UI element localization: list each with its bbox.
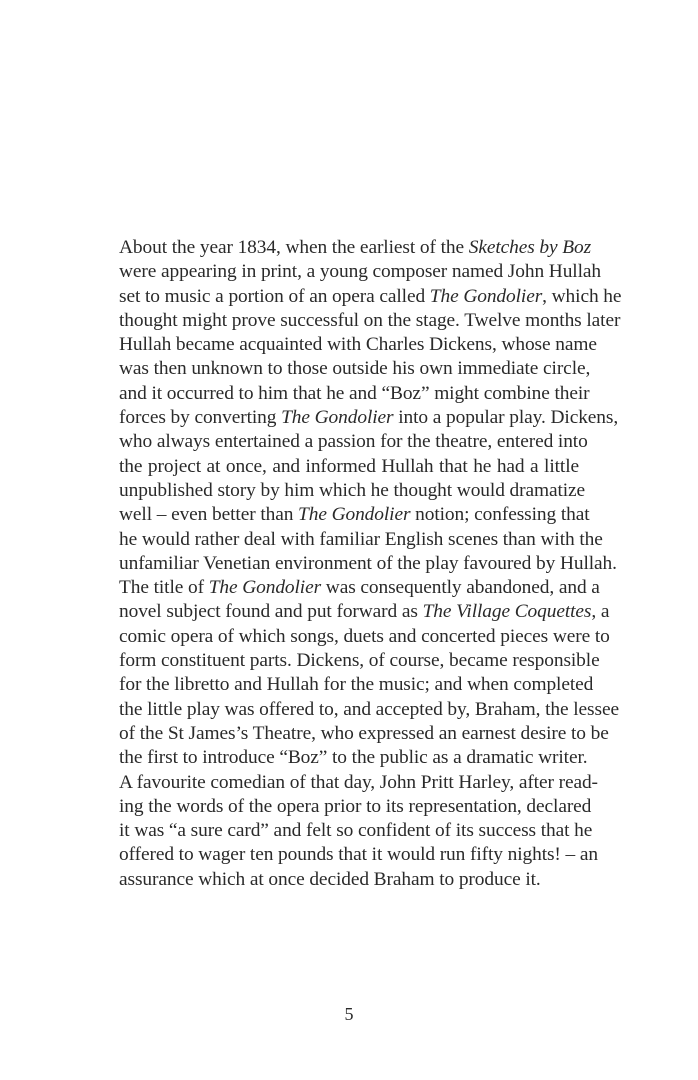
page-number: 5	[344, 1004, 354, 1024]
text-run: set to music a portion of an opera called	[119, 285, 430, 307]
text-run: was then unknown to those outside his own immediate circle,	[119, 358, 591, 380]
italic-title: The Village Coquettes	[422, 601, 592, 623]
text-line	[119, 746, 588, 770]
text-line	[119, 576, 600, 600]
text-line	[119, 722, 609, 746]
text-run: unfamiliar Venetian environment of the play favoured by Hullah.	[119, 552, 617, 574]
text-run: into a popular play. Dickens,	[393, 407, 619, 429]
text-run: A favourite comedian of that day, John Pritt Harley, after read-	[119, 771, 598, 793]
text-run: , which he	[542, 285, 622, 307]
text-run: assurance which at once decided Braham to produce it.	[119, 868, 541, 890]
text-run: well – even better than	[119, 504, 299, 526]
text-run: forces by converting	[119, 407, 282, 429]
text-line	[119, 771, 598, 795]
text-run: of the St James’s Theatre, who expressed an earnest desire to be	[119, 722, 609, 744]
text-line	[119, 260, 601, 284]
text-run: was consequently abandoned, and a	[321, 577, 600, 599]
text-line	[119, 843, 598, 867]
text-line	[119, 673, 594, 697]
italic-title: The Gondolier	[281, 407, 394, 429]
text-run: Hullah became acquainted with Charles Dickens, whose name	[119, 334, 597, 356]
text-line	[119, 698, 619, 722]
text-line	[119, 455, 579, 479]
text-run: The title of	[119, 577, 209, 599]
text-line	[119, 357, 591, 381]
text-run: who always entertained a passion for the theatre, entered into	[119, 431, 588, 453]
text-line	[119, 430, 588, 454]
text-line	[119, 795, 592, 819]
text-run: About the year 1834, when the earliest of the	[119, 237, 469, 258]
text-line	[119, 479, 586, 503]
text-run: ing the words of the opera prior to its representation, declared	[119, 795, 592, 817]
text-line	[119, 528, 603, 552]
italic-title: The Gondolier	[429, 285, 543, 307]
text-run: it was “a sure card” and felt so confident of its success that he	[119, 820, 593, 842]
body-paragraph	[119, 236, 622, 892]
text-run: notion; confessing that	[410, 504, 590, 526]
text-run: and it occurred to him that he and “Boz” might combine their	[119, 382, 590, 404]
text-run: comic opera of which songs, duets and concerted pieces were to	[119, 625, 610, 647]
text-run: unpublished story by him which he thought would dramatize	[119, 479, 586, 501]
text-line	[119, 236, 592, 260]
text-line	[119, 503, 590, 527]
italic-title: The Gondolier	[298, 504, 411, 526]
text-line	[119, 625, 610, 649]
text-line	[119, 552, 617, 576]
text-line	[119, 309, 621, 333]
text-line	[119, 333, 597, 357]
text-run: were appearing in print, a young composer named John Hullah	[119, 261, 601, 283]
text-line	[119, 382, 590, 406]
text-run: , a	[591, 601, 610, 623]
text-line	[119, 819, 593, 843]
text-line	[119, 649, 600, 673]
text-run: he would rather deal with familiar English scenes than with the	[119, 528, 603, 550]
text-line	[119, 285, 622, 309]
text-run: the first to introduce “Boz” to the public as a dramatic writer.	[119, 747, 588, 769]
italic-title: Sketches by Boz	[468, 237, 592, 258]
text-run: the project at once, and informed Hullah that he had a little	[119, 455, 579, 477]
text-line	[119, 600, 610, 624]
text-run: offered to wager ten pounds that it would run fifty nights! – an	[119, 844, 598, 866]
text-line	[119, 406, 619, 430]
text-run: the little play was offered to, and accepted by, Braham, the lessee	[119, 698, 619, 720]
italic-title: The Gondolier	[208, 577, 322, 599]
text-run: thought might prove successful on the stage. Twelve months later	[119, 309, 621, 331]
text-run: novel subject found and put forward as	[119, 601, 423, 623]
text-run: form constituent parts. Dickens, of course, became responsible	[119, 650, 600, 672]
text-line	[119, 868, 579, 892]
text-run: for the libretto and Hullah for the music; and when completed	[119, 674, 594, 696]
